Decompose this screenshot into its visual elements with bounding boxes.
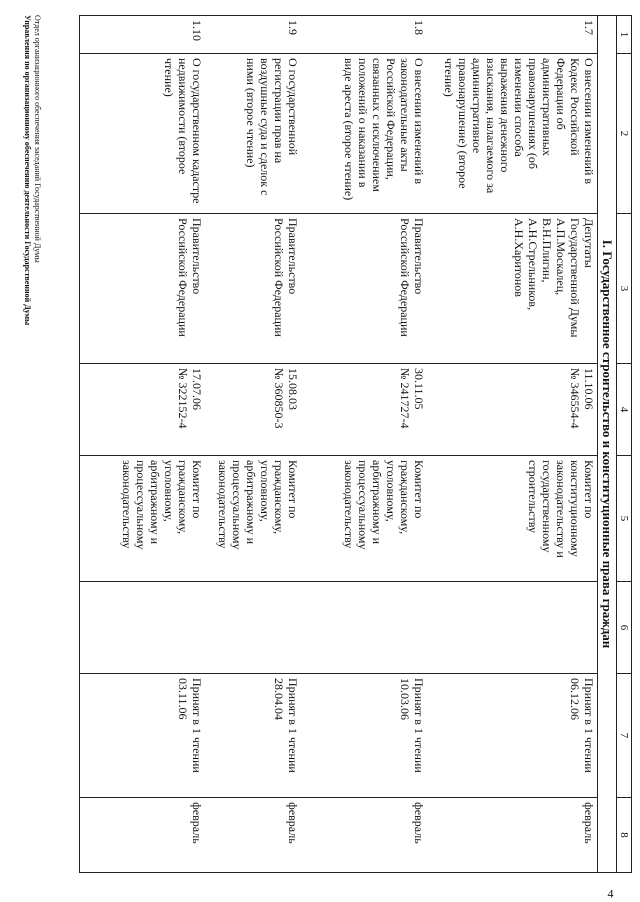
bill-title: О государственной регистрации прав на воздушные суда и сделок с ними (второе чтение) [206, 54, 302, 214]
column-number: 6 [617, 582, 632, 674]
table-row [428, 16, 598, 873]
planned-month: февраль [80, 798, 206, 873]
bill-status: Принят в 1 чтении 03.11.06 [80, 674, 206, 798]
table-row [206, 16, 302, 873]
bill-initiator: Правительство Российской Федерации [80, 214, 206, 364]
bill-registration: 30.11.05 № 241727-4 [302, 364, 428, 456]
column-number: 4 [617, 364, 632, 456]
section-row [598, 16, 617, 873]
table-row [80, 16, 206, 873]
column-6-cell [302, 582, 428, 674]
responsible-committee: Комитет по конституционному законодательству и государственному строительству [428, 456, 598, 582]
bill-initiator: Правительство Российской Федерации [302, 214, 428, 364]
footer-line-2: Управления по организационному обеспечению деятельности Государственной Думы [23, 15, 32, 326]
section-title: I. Государственное строительство и конституционные права граждан [598, 16, 617, 873]
column-number: 1 [617, 16, 632, 54]
column-6-cell [206, 582, 302, 674]
row-number: 1.9 [206, 16, 302, 54]
row-number: 1.10 [80, 16, 206, 54]
bill-status: Принят в 1 чтении 10.03.06 [302, 674, 428, 798]
bill-status: Принят в 1 чтении 28.04.04 [206, 674, 302, 798]
responsible-committee: Комитет по гражданскому, уголовному, арбитражному и процессуальному законодательству [80, 456, 206, 582]
bills-table [79, 15, 632, 873]
planned-month: февраль [302, 798, 428, 873]
row-number: 1.7 [428, 16, 598, 54]
bill-title: О внесении изменений в Кодекс Российской Федерации об административных правонарушениях (об изменении способа выражения денежного взыскания, налагаемого за административное правонарушение) (второе чтение) [428, 54, 598, 214]
column-number: 3 [617, 214, 632, 364]
bill-initiator: Правительство Российской Федерации [206, 214, 302, 364]
column-number: 8 [617, 798, 632, 873]
column-number: 5 [617, 456, 632, 582]
column-6-cell [428, 582, 598, 674]
column-number: 7 [617, 674, 632, 798]
bill-status: Принят в 1 чтении 06.12.06 [428, 674, 598, 798]
table-row [302, 16, 428, 873]
column-6-cell [80, 582, 206, 674]
responsible-committee: Комитет по гражданскому, уголовному, арбитражному и процессуальному законодательству [302, 456, 428, 582]
column-numbers-row [617, 16, 632, 873]
bill-initiator: Депутаты Государственной Думы А.П.Москалец, В.Н.Плигин, А.Н.Стрельников, А.Н.Харитонов [428, 214, 598, 364]
footer [22, 15, 42, 325]
row-number: 1.8 [302, 16, 428, 54]
bill-registration: 17.07.06 № 322152-4 [80, 364, 206, 456]
bill-title: О государственном кадастре недвижимости (второе чтение) [80, 54, 206, 214]
responsible-committee: Комитет по гражданскому, уголовному, арбитражному и процессуальному законодательству [206, 456, 302, 582]
bill-title: О внесении изменений в законодательные акты Российской Федерации, связанных с исключением положений о наказании в виде ареста (второе чтение) [302, 54, 428, 214]
planned-month: февраль [428, 798, 598, 873]
bill-registration: 15.08.03 № 360850-3 [206, 364, 302, 456]
bill-registration: 11.10.06 № 346554-4 [428, 364, 598, 456]
footer-line-1: Отдел организационного обеспечения заседаний Государственной Думы [33, 15, 42, 263]
page-number: 4 [607, 886, 614, 901]
column-number: 2 [617, 54, 632, 214]
planned-month: февраль [206, 798, 302, 873]
